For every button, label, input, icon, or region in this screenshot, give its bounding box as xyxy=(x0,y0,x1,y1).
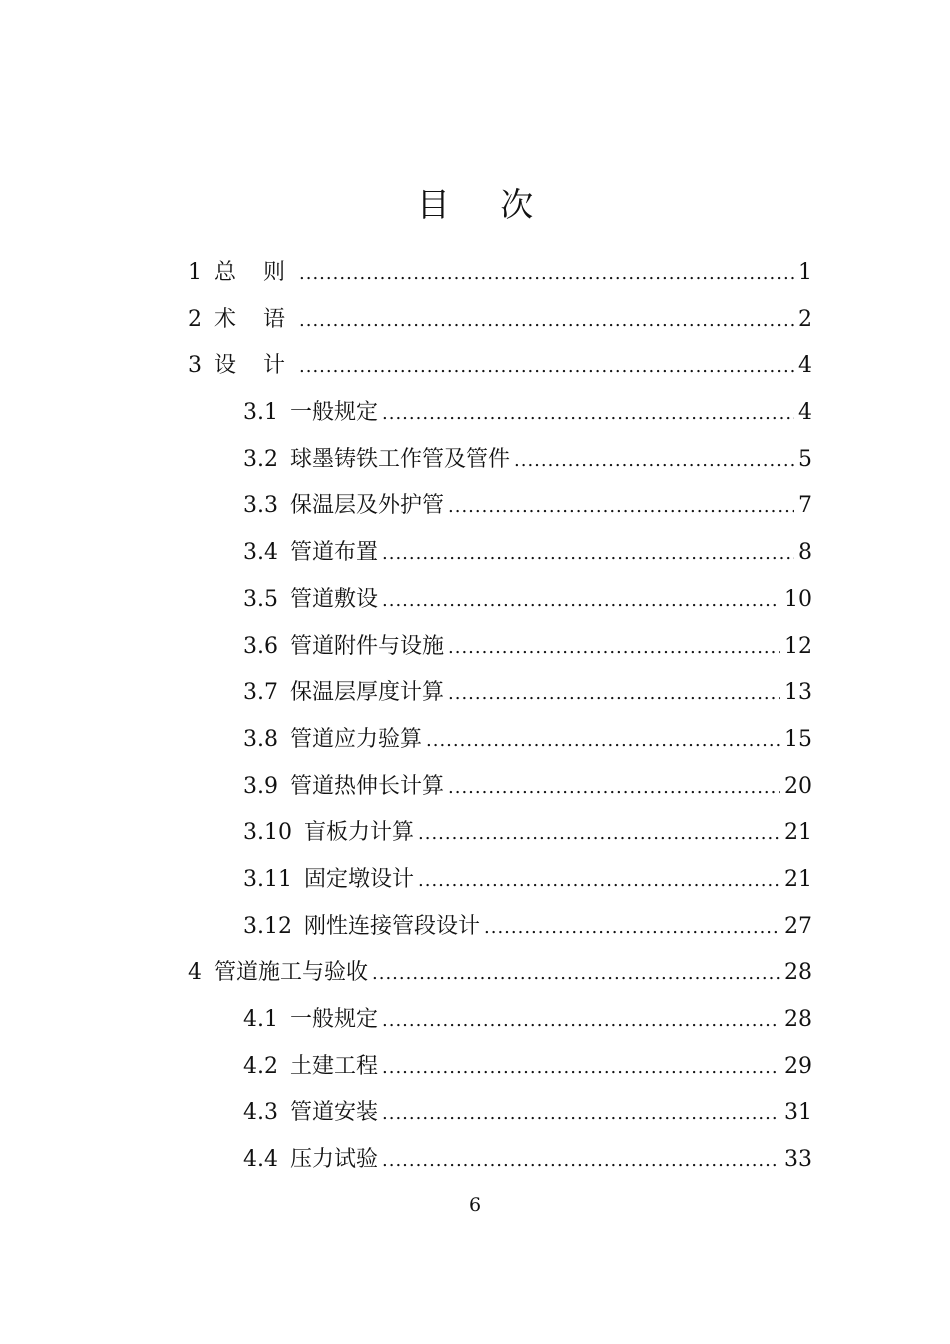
toc-dot-leader xyxy=(382,392,794,436)
toc-entry-title: 管道应力验算 xyxy=(290,726,423,752)
toc-dot-leader xyxy=(484,906,780,950)
toc-entry-page: 21 xyxy=(784,820,812,846)
toc-entry-number: 3.12 xyxy=(243,913,292,939)
toc-dot-leader xyxy=(382,1092,780,1136)
toc-entry-page: 8 xyxy=(798,540,812,566)
toc-entry[interactable] xyxy=(188,484,812,531)
toc-entry-number: 3.2 xyxy=(243,446,278,472)
toc-dot-leader xyxy=(299,299,794,343)
toc-dot-leader xyxy=(418,859,780,903)
toc-entry-page: 29 xyxy=(784,1053,812,1079)
toc-entry[interactable] xyxy=(188,391,812,438)
toc-entry-number: 3 xyxy=(188,353,202,379)
table-of-contents xyxy=(188,251,812,1185)
toc-entry-page: 20 xyxy=(784,773,812,799)
toc-entry[interactable] xyxy=(188,951,812,998)
toc-entry-title: 管道布置 xyxy=(290,540,379,566)
toc-entry-number: 4 xyxy=(188,960,202,986)
toc-entry-title: 管道附件与设施 xyxy=(290,633,445,659)
toc-entry-title: 刚性连接管段设计 xyxy=(303,913,480,939)
toc-dot-leader xyxy=(382,532,794,576)
toc-entry-number: 3.10 xyxy=(243,820,292,846)
toc-entry[interactable] xyxy=(188,765,812,812)
toc-entry[interactable] xyxy=(188,671,812,718)
page-number: 6 xyxy=(468,1194,482,1216)
toc-entry[interactable] xyxy=(188,905,812,952)
toc-entry-number: 3.5 xyxy=(243,586,278,612)
toc-entry[interactable] xyxy=(188,625,812,672)
toc-entry-number: 3.4 xyxy=(243,540,278,566)
toc-dot-leader xyxy=(448,672,780,716)
toc-entry[interactable] xyxy=(188,998,812,1045)
toc-dot-leader xyxy=(382,1046,780,1090)
toc-dot-leader xyxy=(448,626,780,670)
toc-dot-leader xyxy=(426,719,780,763)
toc-dot-leader xyxy=(448,766,780,810)
toc-entry-page: 1 xyxy=(798,260,812,285)
toc-entry-number: 3.8 xyxy=(243,726,278,752)
toc-entry-number: 3.6 xyxy=(243,633,278,659)
toc-entry[interactable] xyxy=(188,811,812,858)
toc-entry-title: 球墨铸铁工作管及管件 xyxy=(290,446,511,472)
toc-entry-number: 4.3 xyxy=(243,1100,278,1126)
toc-entry-title: 保温层及外护管 xyxy=(290,493,445,519)
toc-entry-title: 术 语 xyxy=(214,306,295,332)
toc-dot-leader xyxy=(299,345,794,389)
toc-entry-title: 保温层厚度计算 xyxy=(290,680,445,706)
toc-entry-page: 28 xyxy=(784,1007,812,1032)
toc-entry-title: 管道施工与验收 xyxy=(214,960,369,986)
toc-dot-leader xyxy=(418,812,780,856)
toc-entry-number: 4.1 xyxy=(243,1007,278,1032)
toc-entry-title: 管道热伸长计算 xyxy=(290,773,445,799)
toc-entry-page: 2 xyxy=(798,306,812,332)
toc-entry-page: 13 xyxy=(784,680,812,706)
toc-dot-leader xyxy=(448,485,794,529)
toc-entry-number: 4.4 xyxy=(243,1147,278,1173)
toc-entry-page: 4 xyxy=(798,400,812,426)
toc-entry-page: 33 xyxy=(784,1147,812,1173)
toc-entry-number: 2 xyxy=(188,306,202,332)
toc-entry-number: 4.2 xyxy=(243,1053,278,1079)
toc-entry[interactable] xyxy=(188,438,812,485)
toc-entry[interactable] xyxy=(188,858,812,905)
toc-entry[interactable] xyxy=(188,578,812,625)
toc-entry-number: 3.11 xyxy=(243,866,292,892)
toc-entry-title: 压力试验 xyxy=(290,1147,379,1173)
toc-entry-page: 10 xyxy=(784,586,812,612)
toc-entry[interactable] xyxy=(188,251,812,298)
toc-dot-leader xyxy=(382,999,780,1043)
toc-entry-title: 固定墩设计 xyxy=(303,866,414,892)
toc-entry-page: 15 xyxy=(784,726,812,752)
toc-entry-title: 盲板力计算 xyxy=(303,820,414,846)
toc-entry-page: 31 xyxy=(784,1100,812,1126)
toc-entry-number: 3.1 xyxy=(243,400,278,426)
toc-entry-title: 总 则 xyxy=(214,260,295,285)
toc-entry[interactable] xyxy=(188,1138,812,1185)
page-title: 目 次 xyxy=(416,185,554,224)
toc-entry-title: 设 计 xyxy=(214,353,295,379)
toc-entry-title: 管道安装 xyxy=(290,1100,379,1126)
toc-entry[interactable] xyxy=(188,1045,812,1092)
toc-entry[interactable] xyxy=(188,298,812,345)
toc-entry-title: 一般规定 xyxy=(290,400,379,426)
toc-entry-number: 3.3 xyxy=(243,493,278,519)
toc-entry[interactable] xyxy=(188,718,812,765)
toc-entry-page: 28 xyxy=(784,960,812,986)
toc-dot-leader xyxy=(514,439,794,483)
toc-entry-page: 5 xyxy=(798,446,812,472)
toc-entry-title: 土建工程 xyxy=(290,1053,379,1079)
toc-entry[interactable] xyxy=(188,531,812,578)
toc-dot-leader xyxy=(372,952,780,996)
toc-entry-title: 管道敷设 xyxy=(290,586,379,612)
toc-entry-page: 27 xyxy=(784,913,812,939)
toc-entry-page: 4 xyxy=(798,353,812,379)
toc-entry-title: 一般规定 xyxy=(290,1007,379,1032)
toc-entry-number: 3.9 xyxy=(243,773,278,799)
toc-entry-page: 21 xyxy=(784,866,812,892)
toc-dot-leader xyxy=(382,579,780,623)
toc-entry-page: 7 xyxy=(798,493,812,519)
toc-entry[interactable] xyxy=(188,1091,812,1138)
toc-entry-number: 3.7 xyxy=(243,680,278,706)
toc-entry-number: 1 xyxy=(188,260,202,285)
toc-entry-page: 12 xyxy=(784,633,812,659)
toc-dot-leader xyxy=(382,1139,780,1183)
toc-dot-leader xyxy=(299,252,794,296)
toc-entry[interactable] xyxy=(188,344,812,391)
